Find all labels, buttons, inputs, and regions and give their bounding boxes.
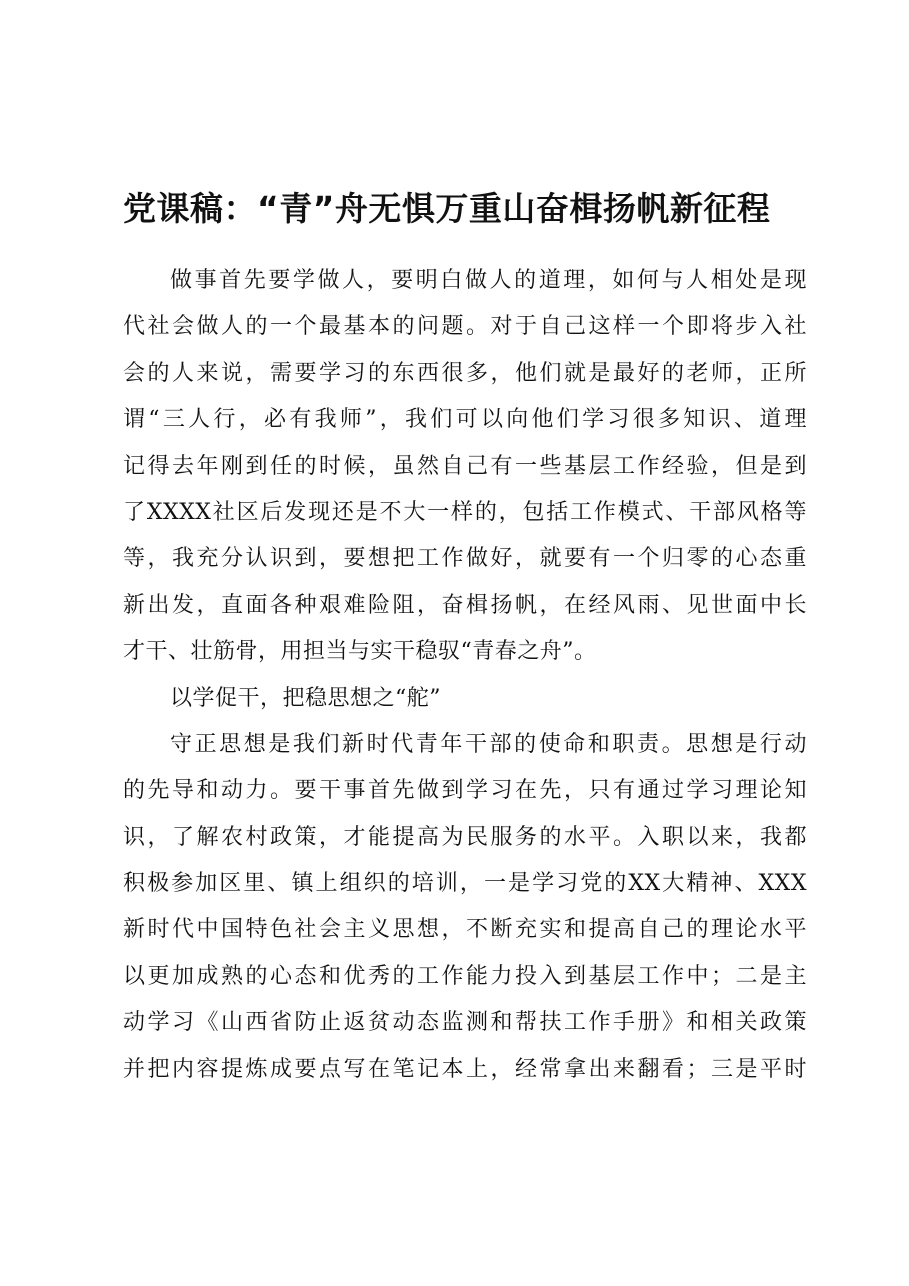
document-body <box>123 258 807 1093</box>
text-line: 才干、壮筋骨，用担当与实干稳驭“青春之舟”。 <box>123 639 597 665</box>
document-title: 党课稿：“青”舟无惧万重山奋楫扬帆新征程 <box>123 189 771 228</box>
text-line: 积极参加区里、镇上组织的培训，一是学习党的XX大精神、XXX <box>123 871 807 897</box>
text-line: 以更加成熟的心态和优秀的工作能力投入到基层工作中；二是主 <box>123 963 807 989</box>
text-line: 等，我充分认识到，要想把工作做好，就要有一个归零的心态重 <box>123 546 807 572</box>
text-line: 记得去年刚到任的时候，虽然自己有一些基层工作经验，但是到 <box>123 453 807 479</box>
text-line: 新时代中国特色社会主义思想，不断充实和提高自己的理论水平 <box>123 917 807 943</box>
text-line: 以学促干，把稳思想之“舵” <box>170 685 441 711</box>
text-line: 了XXXX社区后发现还是不大一样的，包括工作模式、干部风格等 <box>123 499 807 525</box>
text-line: 动学习《山西省防止返贫动态监测和帮扶工作手册》和相关政策 <box>123 1010 807 1036</box>
text-line: 的先导和动力。要干事首先做到学习在先，只有通过学习理论知 <box>123 778 807 804</box>
text-line: 新出发，直面各种艰难险阻，奋楫扬帆，在经风雨、见世面中长 <box>123 592 807 618</box>
text-line: 谓“三人行，必有我师”，我们可以向他们学习很多知识、道理 <box>123 407 807 433</box>
text-line: 并把内容提炼成要点写在笔记本上，经常拿出来翻看；三是平时 <box>123 1056 807 1082</box>
text-line: 做事首先要学做人，要明白做人的道理，如何与人相处是现 <box>170 268 807 293</box>
text-line: 识，了解农村政策，才能提高为民服务的水平。入职以来，我都 <box>123 824 807 850</box>
text-line: 代社会做人的一个最基本的问题。对于自己这样一个即将步入社 <box>123 314 807 340</box>
text-line: 会的人来说，需要学习的东西很多，他们就是最好的老师，正所 <box>123 360 807 386</box>
text-line: 守正思想是我们新时代青年干部的使命和职责。思想是行动 <box>170 731 807 757</box>
